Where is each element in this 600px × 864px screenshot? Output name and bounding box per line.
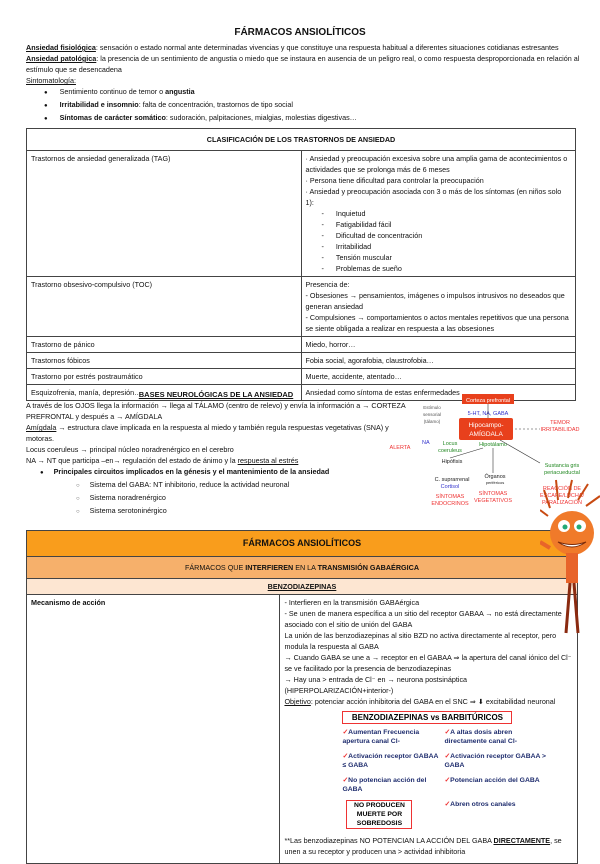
list-item: ○ Sistema noradrenérgico [76,492,406,505]
label: Hipotálamo [479,442,507,448]
label: sensorial [422,412,442,417]
label: REACCIÓN DE [542,486,582,492]
label: Locus [442,441,458,447]
label: VEGETATIVOS [474,498,512,504]
cell: - Interfieren en la transmisión GABAérgica - Se unen de manera específica a un sitio del receptor GABAA → no está directamente asociado con el sitio de unión del GABA La unión de las benzodiazepinas al sitio BZD no activa directamente al receptor, pero modula la respuesta al GABA → Cuando GABA se une a → receptor en el GABAA ⇒ la apertura del canal iónico del Cl⁻ se ve facilitado por la presencia de benzodiazepinas → Hay una > entrada de Cl⁻ en → neurona postsináptica (HIPERPOLARIZACIÓN+interior-) Objetivo: potenciar acción inhibitoria del GABA en el SNC ⇒ ⬇ excitabilidad neuronal BENZODIAZEPINAS vs BARBITÚRICOS ✓Aumentan Frecuencia apertura canal Cl- ✓A altas dosis abren directamente canal Cl- ✓Activación receptor GABAA ≤ GABA ✓Activación receptor GABAA > GABA ✓No potencian acción del GABA ✓Potencian acción del GABA NO PRODUCEN MUERTE POR SOBREDOSIS ✓Abren otros canales **Las benzodiazepinas NO POTENCIAN LA ACCIÓN DEL GABA DIRECTAMENTE, se unen a su receptor y producen una > actividad inhibitoria [280,595,578,864]
paragraph: Amígdala → estructura clave implicada en la respuesta al miedo y también regula respuestas vegetativas (SNA) y motoras. [26,423,389,443]
list-item: ● Síntomas de carácter somático: sudoración, palpitaciones, mialgias, molestias digestivas… [44,112,586,125]
cell: Trastorno de pánico [27,337,302,353]
cell: Ansiedad como síntoma de estas enfermedades [301,385,576,401]
list-item: ○ Sistema serotoninérgico [76,505,406,518]
label: SÍNTOMAS [435,494,465,500]
character-icon [540,478,600,648]
cell: Trastorno obsesivo-compulsivo (TOC) [27,277,302,337]
def-patologica [26,53,586,75]
intro [26,42,586,125]
sintomas-list [306,208,572,274]
cell: Esquizofrenia, manía, depresión… [27,385,302,401]
list-item: ✓Abren otros canales [444,801,516,808]
cell: Trastornos fóbicos [27,353,302,369]
def-fisiologica [26,42,586,53]
benzo-header: BENZODIAZEPINAS [27,579,578,595]
label: Sustancia gris [544,463,580,469]
table-row [27,151,576,277]
list-item: ○ Sistema del GABA: NT inhibitorio, reduce la actividad neuronal [76,479,406,492]
label: periacueductal [544,470,580,476]
comparison-title: BENZODIAZEPINAS vs BARBITÚRICOS [342,711,512,724]
list-item: - Tensión muscular [322,252,572,263]
check-icon: ✓ [444,801,451,808]
label: Hipocampo- [468,422,504,429]
label: ESCAPE/LUCHA/ [539,493,585,499]
list-item: - Inquietud [322,208,572,219]
label: Órganos [484,474,506,480]
list-item: ✓Aumentan Frecuencia apertura canal Cl- [342,729,420,745]
list-item: ✓Activación receptor GABAA > GABA [444,753,547,769]
paragraph: A través de los OJOS llega la información → llega al TÁLAMO (centro de relevo) y envía la información a → CORTEZA PREFRONTAL y después a → AMÍGDALA [26,401,406,421]
check-icon: ✓ [342,729,349,736]
label: ALERTA [389,445,411,451]
label: (tálamo) [423,419,441,424]
cell: Presencia de: - Obsesiones → pensamientos, imágenes o impulsos intrusivos no deseados que generan ansiedad - Compulsiones → comportamientos o actos mentales repetitivos que una persona se siente obligada a realizar en respuesta a las obsesiones [301,277,576,337]
cell: Fobia social, agorafobia, claustrofobia… [301,353,576,369]
paragraph: NA → NT que participa –en→ regulación del estado de ánimo y la respuesta al estrés [26,456,299,465]
cell: Muerte, accidente, atentado… [301,369,576,385]
table-row [27,277,576,337]
cell: Miedo, horror… [301,337,576,353]
table-row [27,369,576,385]
table-row [27,337,576,353]
table-subheader: FÁRMACOS QUE INTERFIEREN EN LA TRANSMISIÓN GABAÉRGICA [27,557,578,579]
list-item: ✓A altas dosis abren directamente canal Cl- [444,729,517,745]
corteza-label: Corteza prefrontal [465,398,511,404]
cell: Trastornos de ansiedad generalizada (TAG) [27,151,302,277]
page-title: FÁRMACOS ANSIOLÍTICOS [234,27,366,38]
cell: Trastorno por estrés postraumático [27,369,302,385]
label: C. suprarrenal [434,477,470,483]
connector [500,440,540,463]
label: coeruleus [438,448,462,454]
label: Estímulo [423,405,441,410]
clasificacion-table [26,128,576,401]
sint-list [26,86,586,125]
table-header: CLASIFICACIÓN DE LOS TRASTORNOS DE ANSIEDAD [27,129,576,151]
def: : sensación o estado normal ante determinadas vivencias y que constituye una respuesta habitual a diferentes situaciones cotidianas estresantes [95,43,559,52]
sint-heading: Sintomatología: [26,76,76,85]
cell: Mecanismo de acción [27,595,280,864]
label: IRRITABILIDAD [540,427,580,433]
check-icon: ✓ [444,729,451,736]
farmacos-table [26,530,578,864]
list-item: ✓No potencian acción del GABA [342,777,427,793]
paragraph: Locus coeruleus → principal núcleo noradrenérgico en el cerebro [26,445,234,454]
note: **Las benzodiazepinas NO POTENCIAN LA ACCIÓN DEL GABA DIRECTAMENTE, se unen a su receptor y producen una > actividad inhibitoria [284,836,562,856]
section-heading: BASES NEUROLÓGICAS DE LA ANSIEDAD [138,390,294,399]
label: ENDOCRINOS [431,501,469,507]
list-item: - Dificultad de concentración [322,230,572,241]
label: AMÍGDALA [469,431,503,438]
character-illustration [540,478,600,648]
list-item: ✓Activación receptor GABAA ≤ GABA [342,753,439,769]
list-item: - Problemas de sueño [322,263,572,274]
label: Cortisol [440,484,460,490]
cell: · Ansiedad y preocupación excesiva sobre una amplia gama de acontecimientos o actividades que se prolonga más de 6 meses · Persona tiene dificultad para controlar la preocupación · Ansiedad y preocupación asociada con 3 o más de los síntomas (en niños solo 1): - Inquietud - Fatigabilidad fácil - Dificultad de concentración - Irritabilidad - Tensión muscular - Problemas de sueño [301,151,576,277]
bases-section [26,389,406,518]
table-row [27,353,576,369]
no-muerte-box: NO PRODUCEN MUERTE POR SOBREDOSIS [346,800,412,829]
list-item: ● Principales circuitos implicados en la génesis y el mantenimiento de la ansiedad ○ Sistema del GABA: NT inhibitorio, reduce la actividad neuronal ○ Sistema noradrenérgico ○ Sistema serotoninérgico [40,466,406,518]
label: NA [422,440,430,446]
term: Ansiedad patológica [26,54,97,63]
list-item: ● Irritabilidad e insomnio: falta de concentración, trastornos de tipo social [44,99,586,112]
list-item: - Fatigabilidad fácil [322,219,572,230]
label: PARALIZACIÓN [542,500,582,506]
comparison-chart [342,711,562,829]
nt-label: 5-HT, NA, GABA [467,411,509,417]
label: SÍNTOMAS [478,491,508,497]
check-icon: ✓ [444,777,451,784]
table-row [27,595,578,864]
term: Ansiedad fisiológica [26,43,96,52]
label: periféricos [485,480,505,485]
check-icon: ✓ [342,753,349,760]
check-icon: ✓ [444,753,451,760]
list-item: ● Sentimiento continuo de temor o angustia [44,86,586,99]
list-item: ✓Potencian acción del GABA [444,777,540,784]
list-item: - Irritabilidad [322,241,572,252]
label: TEMOR [550,420,570,426]
check-icon: ✓ [342,777,349,784]
def: : la presencia de un sentimiento de angustia o miedo que se instaura en ausencia de un peligro real, o como respuesta desproporcionada en relación al estímulo que se desencadena [26,54,580,74]
table-header: FÁRMACOS ANSIOLÍTICOS [27,531,578,557]
label: Hipófisis [441,459,463,465]
